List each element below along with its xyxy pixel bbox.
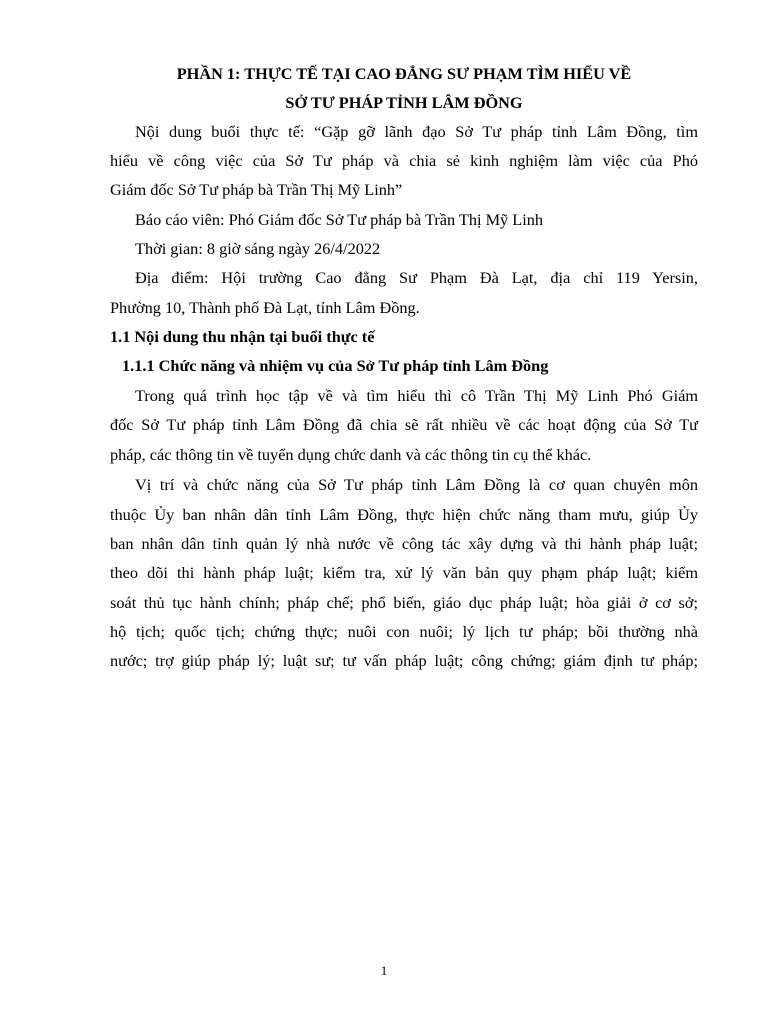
text-line: soát thủ tục hành chính; pháp chế; phổ biến, giáo dục pháp luật; hòa giải ở cơ sở;	[110, 593, 698, 612]
title-line-1: PHẦN 1: THỰC TẾ TẠI CAO ĐẲNG SƯ PHẠM TÌM HIỂU VỀ	[176, 64, 632, 83]
text-line: Thời gian: 8 giờ sáng ngày 26/4/2022	[135, 239, 381, 258]
text-line: ban nhân dân tỉnh quản lý nhà nước về công tác xây dựng và thi hành pháp luật;	[110, 534, 698, 553]
text-line: Báo cáo viên: Phó Giám đốc Sở Tư pháp bà Trần Thị Mỹ Linh	[135, 210, 544, 229]
section-heading: 1.1 Nội dung thu nhận tại buổi thực tế	[110, 327, 375, 346]
subsection-heading: 1.1.1 Chức năng và nhiệm vụ của Sở Tư pháp tỉnh Lâm Đồng	[122, 356, 549, 375]
text-line: Địa điểm: Hội trường Cao đẳng Sư Phạm Đà Lạt, địa chỉ 119 Yersin,	[135, 268, 698, 287]
text-line: hiểu về công việc của Sở Tư pháp và chia sẻ kinh nghiệm làm việc của Phó	[110, 151, 698, 170]
text-line: Vị trí và chức năng của Sở Tư pháp tỉnh Lâm Đồng là cơ quan chuyên môn	[135, 475, 698, 494]
page-number: 1	[380, 963, 388, 978]
text-line: Nội dung buổi thực tế: “Gặp gỡ lãnh đạo Sở Tư pháp tỉnh Lâm Đồng, tìm	[135, 122, 698, 141]
text-line: pháp, các thông tin về tuyển dụng chức danh và các thông tin cụ thể khác.	[110, 445, 592, 464]
text-line: nước; trợ giúp pháp lý; luật sư; tư vấn pháp luật; công chứng; giám định tư pháp;	[110, 651, 698, 670]
text-line: Giám đốc Sở Tư pháp bà Trần Thị Mỹ Linh”	[110, 180, 403, 199]
text-line: theo dõi thi hành pháp luật; kiểm tra, xử lý văn bản quy phạm pháp luật; kiểm	[110, 563, 698, 582]
title-line-2: SỞ TƯ PHÁP TỈNH LÂM ĐỒNG	[285, 93, 523, 112]
text-line: hộ tịch; quốc tịch; chứng thực; nuôi con nuôi; lý lịch tư pháp; bồi thường nhà	[110, 622, 698, 641]
text-line: Phường 10, Thành phố Đà Lạt, tỉnh Lâm Đồng.	[110, 298, 420, 317]
text-line: Trong quá trình học tập về và tìm hiểu thì cô Trần Thị Mỹ Linh Phó Giám	[135, 386, 698, 405]
text-line: đốc Sở Tư pháp tỉnh Lâm Đồng đã chia sẽ rất nhiều về các hoạt động của Sở Tư	[110, 415, 698, 434]
text-line: thuộc Ủy ban nhân dân tỉnh Lâm Đồng, thực hiện chức năng tham mưu, giúp Ủy	[110, 505, 698, 524]
